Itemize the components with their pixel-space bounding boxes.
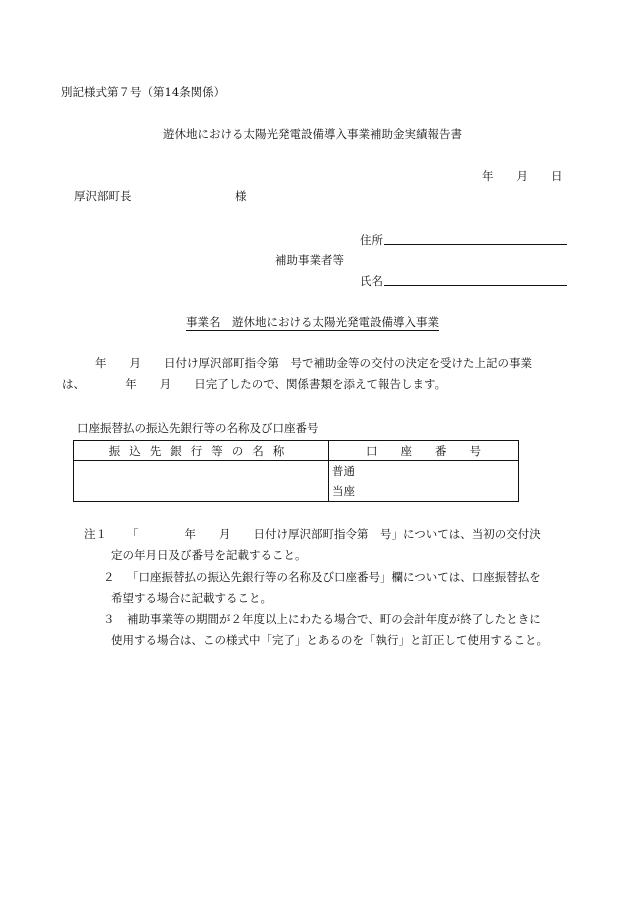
account-number-header: 口 座 番 号: [329, 441, 519, 461]
name-underline[interactable]: [384, 285, 567, 286]
date-line: 年 月 日: [482, 169, 563, 183]
bank-table: [73, 440, 519, 502]
name-label: 氏名: [360, 274, 383, 288]
applicant-label: 補助事業者等: [275, 253, 344, 267]
note-1-line-2: 定の年月日及び番号を記載すること。: [111, 548, 307, 562]
address-underline[interactable]: [384, 244, 567, 245]
account-type-current: 当座: [332, 484, 355, 498]
body-line-1: 年 月 日付け厚沢部町指令第 号で補助金等の交付の決定を受けた上記の事業: [95, 356, 532, 370]
document-title: 遊休地における太陽光発電設備導入事業補助金実績報告書: [163, 127, 462, 141]
note-3-label: ３: [103, 612, 115, 626]
bank-name-cell[interactable]: [74, 461, 329, 502]
project-name: 事業名 遊休地における太陽光発電設備導入事業: [186, 315, 439, 329]
note-2-line-2: 希望する場合に記載すること。: [111, 591, 272, 605]
addressee: 厚沢部町長 様: [74, 189, 247, 203]
bank-name-header: 振込先銀行等の名称: [74, 441, 329, 461]
note-3-line-2: 使用する場合は、この様式中「完了」とあるのを「執行」と訂正して使用すること。: [111, 633, 548, 647]
body-line-2: は、 年 月 日完了したので、関係書類を添えて報告します。: [62, 377, 447, 391]
note-2-line-1: 「口座振替払の振込先銀行等の名称及び口座番号」欄については、口座振替払を: [127, 570, 541, 584]
note-1-label: 注１: [84, 527, 107, 541]
note-1-line-1: 「 年 月 日付け厚沢部町指令第 号」については、当初の交付決: [127, 527, 541, 541]
account-type-ordinary: 普通: [332, 464, 355, 478]
bank-caption: 口座振替払の振込先銀行等の名称及び口座番号: [77, 421, 319, 435]
address-label: 住所: [360, 233, 383, 247]
note-2-label: ２: [103, 570, 115, 584]
note-3-line-1: 補助事業等の期間が２年度以上にわたる場合で、町の会計年度が終了したときに: [127, 612, 541, 626]
account-number-cell[interactable]: [329, 461, 519, 502]
form-number: 別記様式第７号（第14条関係）: [61, 85, 226, 99]
